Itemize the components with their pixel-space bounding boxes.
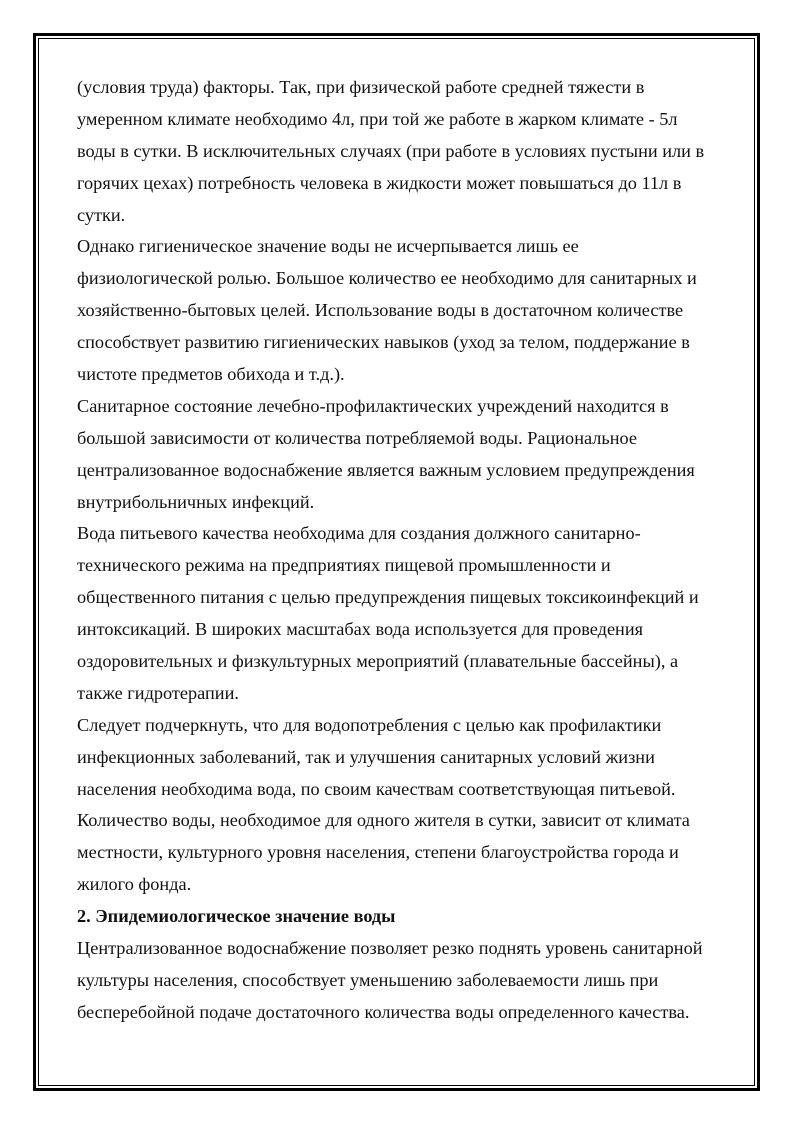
text-line: жилого фонда. bbox=[77, 874, 192, 895]
text-line: централизованное водоснабжение является важным условием предупреждения bbox=[77, 459, 695, 480]
text-line: умеренном климате необходимо 4л, при той же работе в жарком климате - 5л bbox=[77, 108, 678, 129]
text-line: горячих цехах) потребность человека в жидкости может повышаться до 11л в bbox=[77, 172, 682, 193]
text-line: населения необходима вода, по своим качествам соответствующая питьевой. bbox=[77, 778, 676, 799]
text-line: способствует развитию гигиенических навыков (уход за телом, поддержание в bbox=[77, 332, 690, 353]
text-line: Количество воды, необходимое для одного жителя в сутки, зависит от климата bbox=[77, 810, 690, 831]
text-line: культуры населения, способствует уменьшению заболеваемости лишь при bbox=[77, 969, 659, 990]
text-line: Однако гигиеническое значение воды не исчерпывается лишь ее bbox=[77, 236, 579, 257]
text-line: оздоровительных и физкультурных мероприятий (плавательные бассейны), а bbox=[77, 651, 679, 672]
section-heading: 2. Эпидемиологическое значение воды bbox=[77, 906, 396, 927]
text-line: Централизованное водоснабжение позволяет резко поднять уровень санитарной bbox=[77, 938, 703, 959]
text-line: местности, культурного уровня населения, степени благоустройства города и bbox=[77, 842, 679, 863]
text-line: бесперебойной подаче достаточного количества воды определенного качества. bbox=[77, 1001, 690, 1022]
text-line: (условия труда) факторы. Так, при физической работе средней тяжести в bbox=[77, 77, 645, 97]
text-line: физиологической ролью. Большое количество ее необходимо для санитарных и bbox=[77, 268, 697, 289]
text-line: инфекционных заболеваний, так и улучшения санитарных условий жизни bbox=[77, 746, 655, 767]
text-line: Санитарное состояние лечебно-профилактических учреждений находится в bbox=[77, 395, 669, 416]
text-line: чистоте предметов обихода и т.д.). bbox=[77, 364, 345, 385]
text-line: технического режима на предприятиях пищевой промышленности и bbox=[77, 555, 611, 576]
text-line: Следует подчеркнуть, что для водопотребления с целью как профилактики bbox=[77, 714, 662, 735]
text-line: интоксикаций. В широких масштабах вода используется для проведения bbox=[77, 619, 644, 640]
document-body bbox=[77, 72, 737, 1029]
text-line: сутки. bbox=[77, 204, 126, 225]
text-line: Вода питьевого качества необходима для создания должного санитарно- bbox=[77, 523, 641, 544]
text-line: воды в сутки. В исключительных случаях (при работе в условиях пустыни или в bbox=[77, 140, 705, 161]
text-line: общественного питания с целью предупреждения пищевых токсикоинфекций и bbox=[77, 587, 699, 608]
text-line: хозяйственно-бытовых целей. Использование воды в достаточном количестве bbox=[77, 300, 684, 321]
text-line: также гидротерапии. bbox=[77, 682, 239, 703]
text-line: внутрибольничных инфекций. bbox=[77, 491, 315, 512]
text-line: большой зависимости от количества потребляемой воды. Рациональное bbox=[77, 427, 637, 448]
